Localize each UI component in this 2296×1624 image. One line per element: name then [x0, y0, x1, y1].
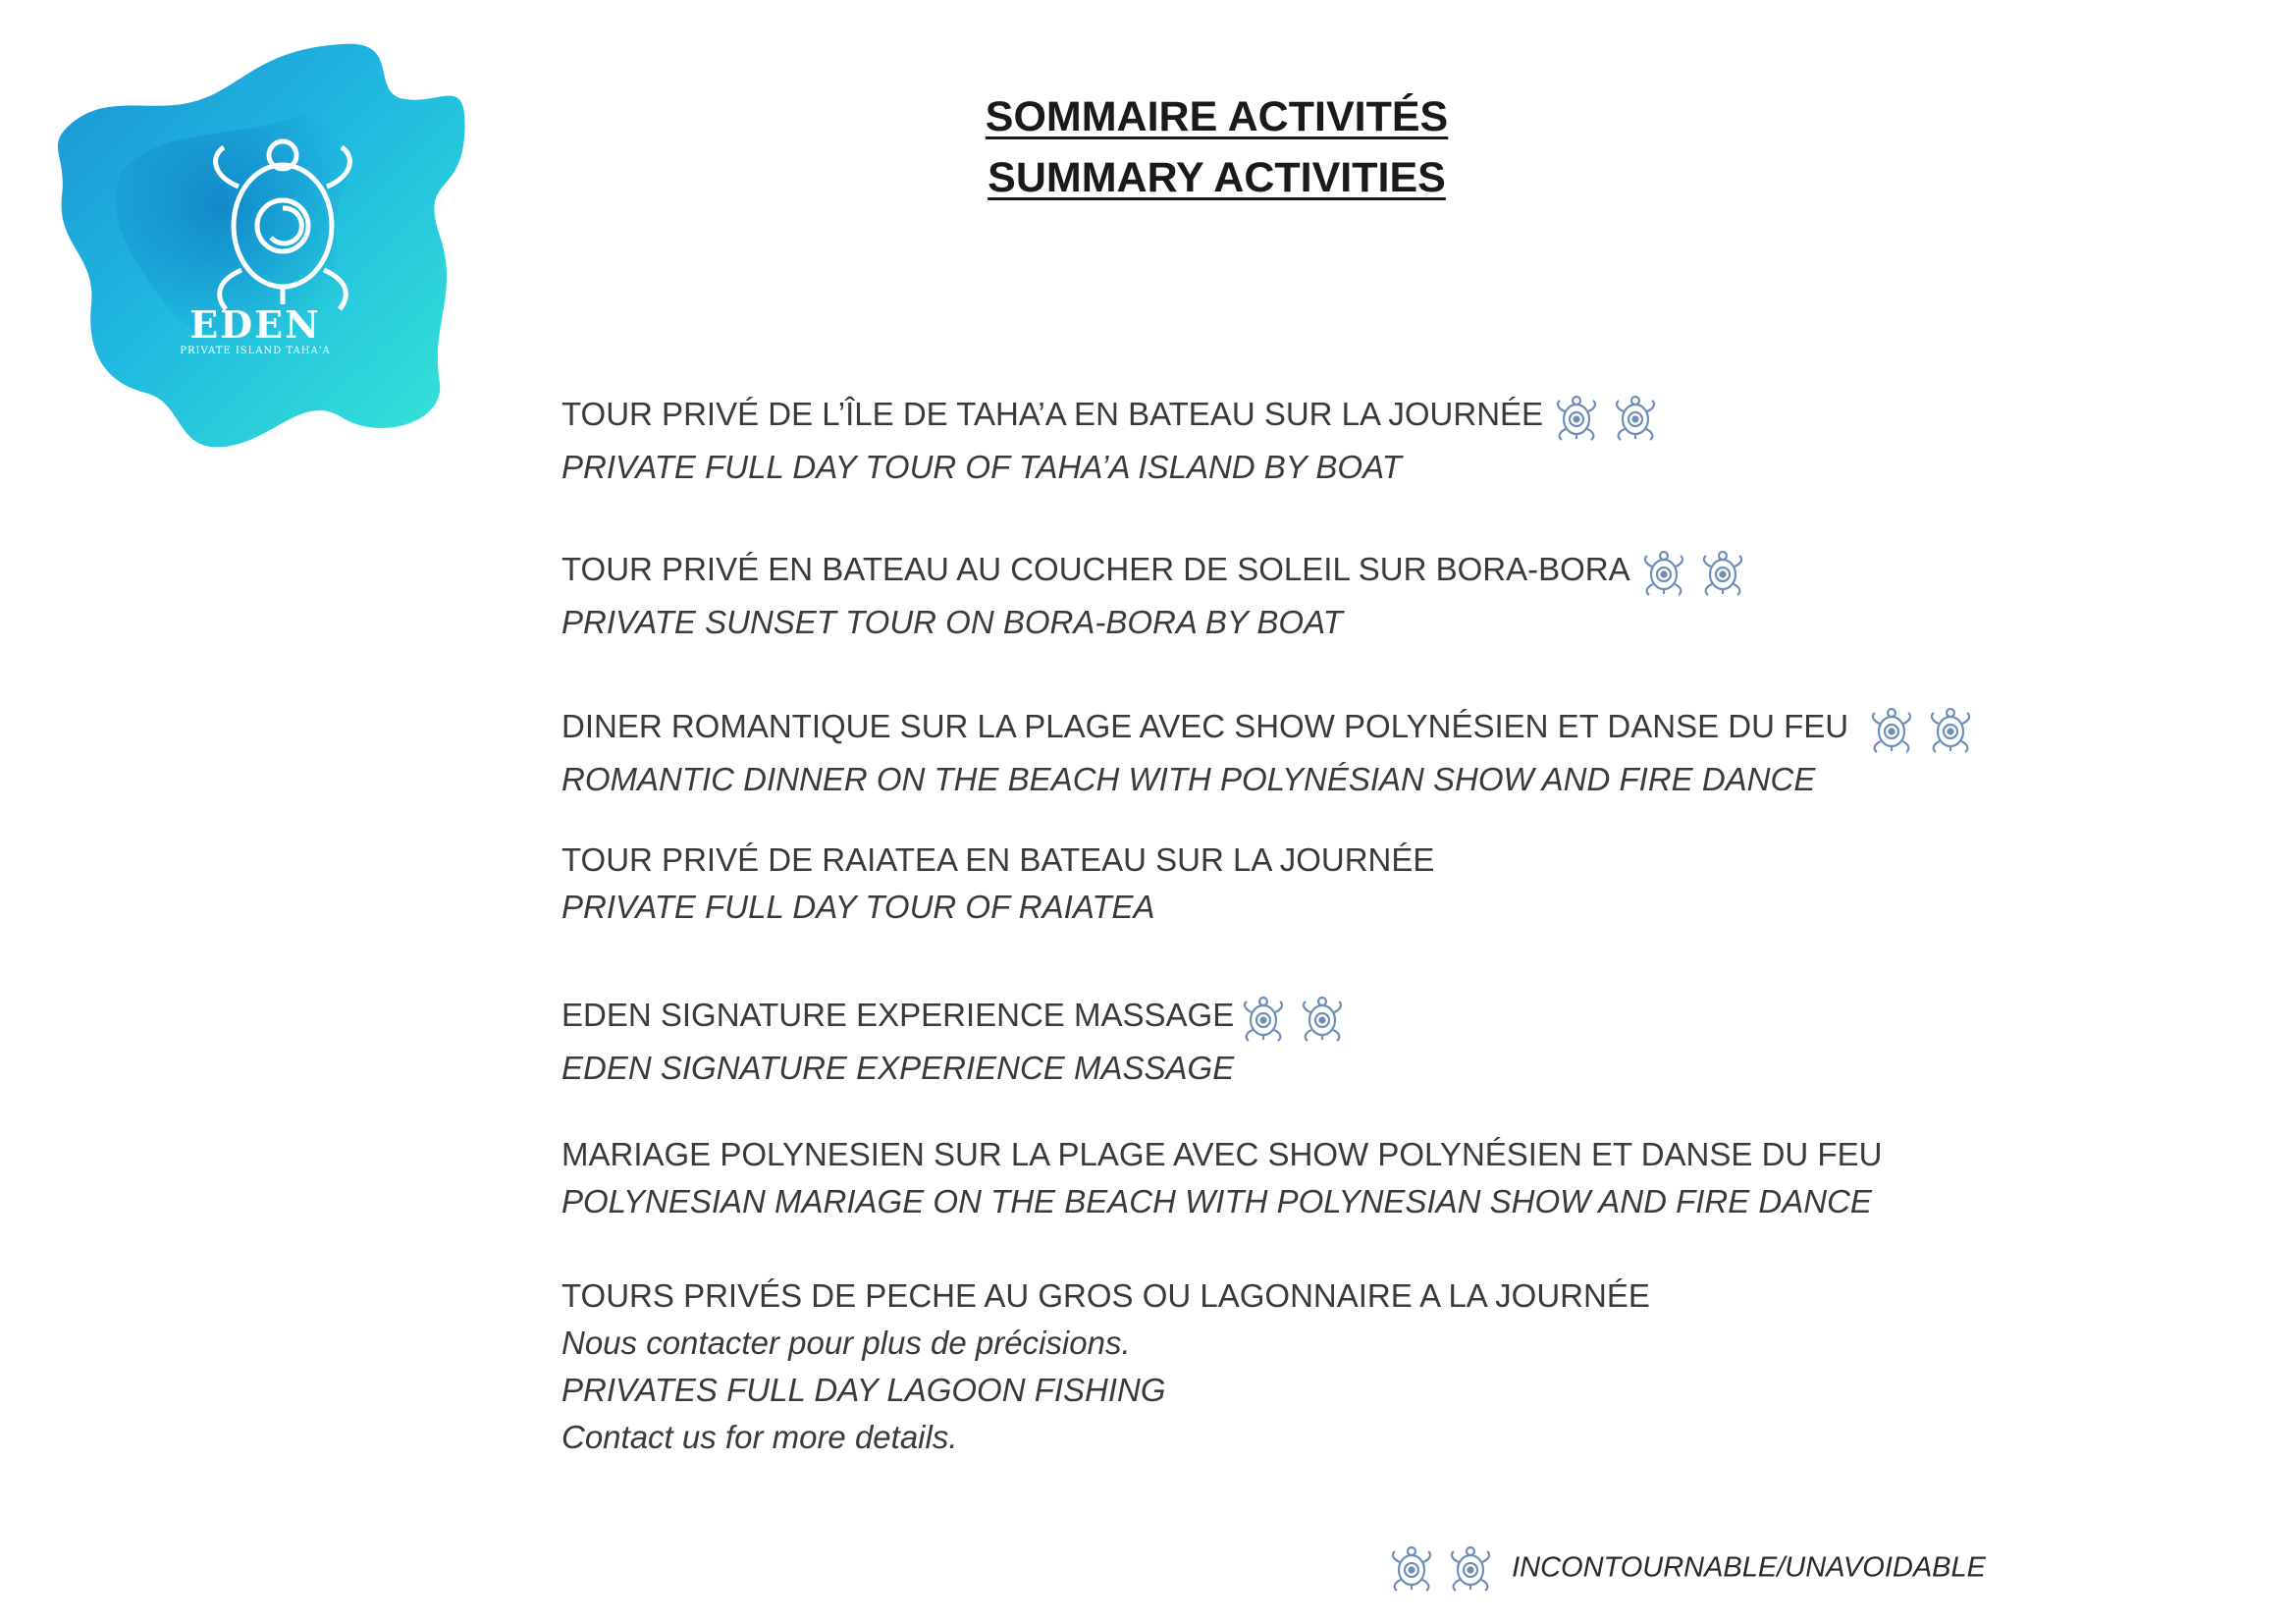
legend — [1386, 1543, 1986, 1595]
activity-title-en: POLYNESIAN MARIAGE ON THE BEACH WITH POLYNESIAN SHOW AND FIRE DANCE — [561, 1183, 1872, 1219]
activity-title-en: ROMANTIC DINNER ON THE BEACH WITH POLYNÉSIAN SHOW AND FIRE DANCE — [561, 761, 1816, 798]
activity-note-en: Contact us for more details. — [561, 1419, 958, 1455]
activity-title-fr: TOUR PRIVÉ DE L’ÎLE DE TAHA’A EN BATEAU SUR LA JOURNÉE — [561, 391, 1669, 444]
title-french: SOMMAIRE ACTIVITÉS — [985, 93, 1449, 140]
turtle-rating — [1638, 548, 1756, 599]
turtle-rating — [1866, 705, 1984, 756]
activity-item — [561, 703, 1984, 803]
activity-title-fr: TOUR PRIVÉ EN BATEAU AU COUCHER DE SOLEIL SUR BORA-BORA — [561, 546, 1756, 599]
activity-title-fr: TOUR PRIVÉ DE RAIATEA EN BATEAU SUR LA JOURNÉE — [561, 841, 1435, 878]
turtle-icon — [1866, 705, 1917, 756]
title-english: SUMMARY ACTIVITIES — [988, 154, 1446, 201]
activity-note-fr: Nous contacter pour plus de précisions. — [561, 1325, 1131, 1361]
activity-title-en: PRIVATE FULL DAY TOUR OF TAHA’A ISLAND BY BOAT — [561, 449, 1402, 486]
turtle-rating — [1551, 393, 1669, 444]
activity-item — [561, 992, 1356, 1092]
activity-title-en: PRIVATES FULL DAY LAGOON FISHING — [561, 1372, 1166, 1408]
activity-item — [561, 546, 1756, 646]
logo-subtitle-text: PRIVATE ISLAND TAHA'A — [180, 346, 331, 356]
activity-title-fr: EDEN SIGNATURE EXPERIENCE MASSAGE — [561, 992, 1356, 1045]
activity-title-en: PRIVATE SUNSET TOUR ON BORA-BORA BY BOAT — [561, 604, 1343, 641]
turtle-icon — [1297, 994, 1348, 1045]
page-title — [69, 86, 2296, 208]
logo-brand-text: EDEN — [189, 302, 321, 347]
activity-title-fr: MARIAGE POLYNESIEN SUR LA PLAGE AVEC SHOW POLYNÉSIEN ET DANSE DU FEU — [561, 1136, 1883, 1172]
activity-item — [561, 837, 1434, 931]
activity-item — [561, 1131, 1882, 1225]
activity-title-fr: TOURS PRIVÉS DE PECHE AU GROS OU LAGONNAIRE A LA JOURNÉE — [561, 1277, 1650, 1314]
activity-title-en: PRIVATE FULL DAY TOUR OF RAIATEA — [561, 889, 1155, 925]
turtle-icon — [1925, 705, 1976, 756]
turtle-icon — [1386, 1543, 1437, 1595]
turtle-icon — [1445, 1543, 1496, 1595]
turtle-icon — [1238, 994, 1289, 1045]
activity-item — [561, 391, 1669, 491]
activity-item — [561, 1272, 1650, 1461]
activity-title-fr: DINER ROMANTIQUE SUR LA PLAGE AVEC SHOW POLYNÉSIEN ET DANSE DU FEU — [561, 703, 1984, 756]
legend-label: INCONTOURNABLE/UNAVOIDABLE — [1512, 1551, 1986, 1584]
turtle-rating — [1238, 994, 1356, 1045]
turtle-icon — [1697, 548, 1748, 599]
turtle-icon — [1610, 393, 1661, 444]
turtle-icon — [1551, 393, 1602, 444]
activity-title-en: EDEN SIGNATURE EXPERIENCE MASSAGE — [561, 1050, 1235, 1087]
turtle-icon — [1638, 548, 1689, 599]
